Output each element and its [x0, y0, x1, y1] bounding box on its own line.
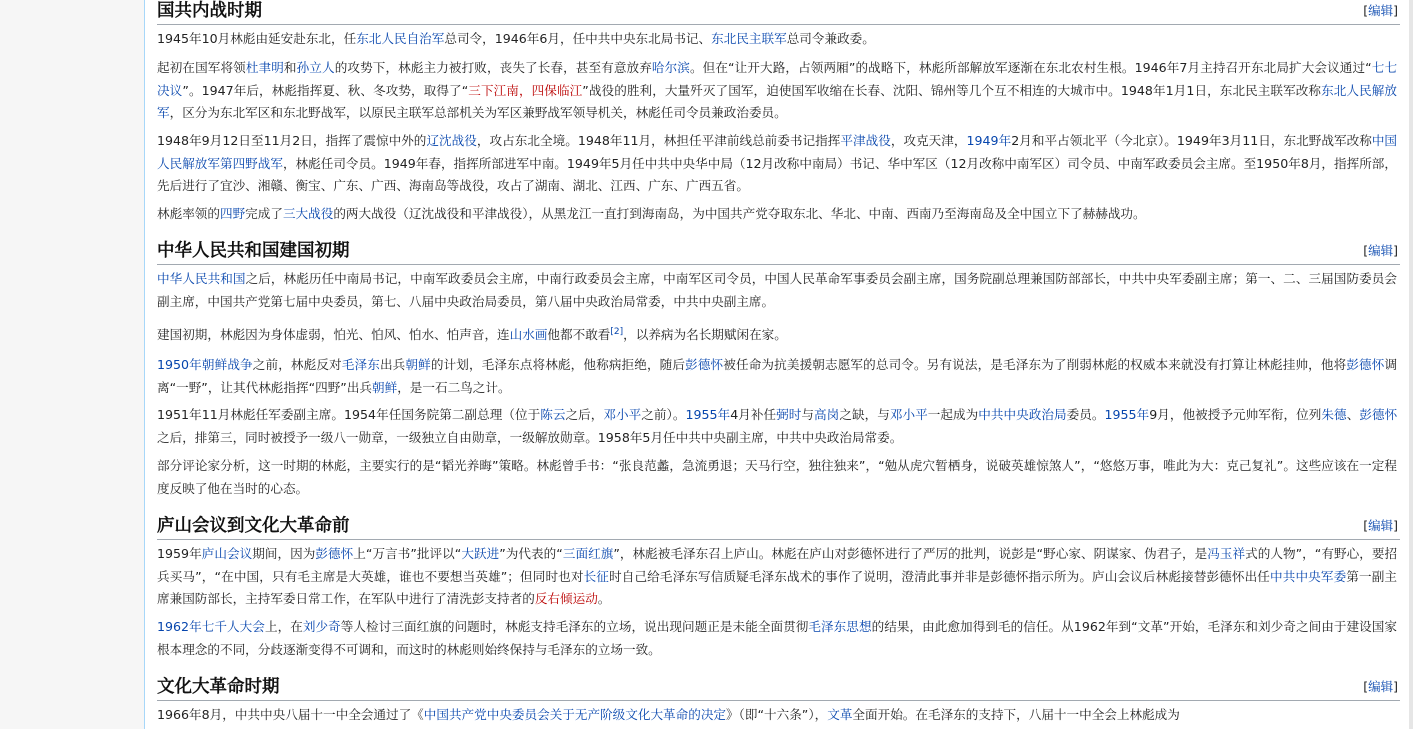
link[interactable]: 1955年	[685, 407, 731, 422]
link[interactable]: 冯玉祥	[1207, 546, 1246, 561]
edit-link[interactable]: 编辑	[1368, 243, 1394, 258]
link[interactable]: 长征	[583, 568, 610, 584]
link[interactable]: 哈尔滨	[651, 60, 690, 75]
citation[interactable]: [2]	[610, 326, 624, 337]
paragraph: 起初在国军将领杜聿明和孙立人的攻势下，林彪主力被打败，丧失了长春，甚至有意放弃哈尔滨。但在“让开大路，占领两厢”的战略下，林彪所部解放军逐渐在东北农村生根。1946年7月主持召开东北局扩大会议通过“七七决议”。1947年后，林彪指挥夏、秋、冬攻势，取得了“三下江南，四保临江”战役的胜利，大量歼灭了国军，迫使国军收缩在长春、沈阳、锦州等几个互不相连的大城市中。1948年1月1日，东北民主联军改称东北人民解放军，区分为东北军区和东北野战军，以原民主联军总部机关为军区兼野战军领导机关，林彪任司令员兼政治委员。	[157, 60, 1398, 120]
paragraph: 1959年庐山会议期间，因为彭德怀上“万言书”批评以“大跃进”为代表的“三面红旗”，林彪被毛泽东召上庐山。林彪在庐山对彭德怀进行了严厉的批判，说彭是“野心家、阴谋家、伪君子，是冯玉祥式的人物”，“有野心，要招兵买马”，“在中国，只有毛主席是大英雄，谁也不要想当英雄”；但同时也对长征时自己给毛泽东写信质疑毛泽东战术的事作了说明，澄清此事并非是彭德怀指示所为。庐山会议后林彪接替彭德怀出任中共中央军委第一副主席兼国防部长，主持军委日常工作，在军队中进行了清洗彭支持者的反右倾运动。	[157, 546, 1398, 606]
link[interactable]: 1962年	[157, 619, 202, 634]
link[interactable]: 三下江南，四保临江	[468, 82, 583, 98]
link[interactable]: 中共中央政治局	[978, 407, 1067, 422]
section-edit: [编辑]	[1363, 3, 1398, 18]
edit-link[interactable]: 编辑	[1368, 679, 1394, 694]
paragraph: 1945年10月林彪由延安赴东北，任东北人民自治军总司令，1946年6月，任中共中央东北局书记、东北民主联军总司令兼政委。	[157, 31, 875, 46]
link[interactable]: 中共中央军委	[1270, 568, 1347, 584]
link[interactable]: 孙立人	[296, 60, 335, 75]
link[interactable]: 邓小平	[889, 407, 928, 422]
link[interactable]: 刘少奇	[302, 619, 341, 634]
scrollbar-edge[interactable]	[1409, 0, 1413, 729]
link[interactable]: 彭德怀	[315, 546, 354, 561]
section-edit: [编辑]	[1363, 518, 1398, 533]
link[interactable]: 邓小平	[603, 407, 642, 422]
section-divider	[157, 700, 1400, 701]
paragraph: 中华人民共和国之后，林彪历任中南局书记，中南军政委员会主席，中南行政委员会主席，中南军区司令员，中国人民革命军事委员会副主席，国务院副总理兼国防部部长，中共中央军委副主席；第一、二、三届国防委员会副主席，中国共产党第七届中央委员，第七、八届中央政治局委员，第八届中央政治局常委，中共中央副主席。	[157, 271, 1398, 309]
paragraph: 部分评论家分析，这一时期的林彪，主要实行的是“韬光养晦”策略。林彪曾手书：“张良范蠡，急流勇退；天马行空，独往独来”，“勉从虎穴暂栖身，说破英雄惊煞人”，“悠悠万事，唯此为大：克己复礼”。这些应该在一定程度反映了他在当时的心态。	[157, 458, 1397, 496]
link[interactable]: 文革	[827, 707, 853, 722]
link[interactable]: 东北人民自治军	[356, 31, 445, 46]
link[interactable]: 东北民主联军	[711, 31, 787, 46]
paragraph: 1951年11月林彪任军委副主席。1954年任国务院第二副总理（位于陈云之后，邓小平之前）。1955年4月补任弼时与高岗之缺，与邓小平一起成为中共中央政治局委员。1955年9月，他被授予元帅军衔，位列朱德、彭德怀之后，排第三，同时被授予一级八一勋章，一级独立自由勋章，一级解放勋章。1958年5月任中共中央副主席，中共中央政治局常委。	[157, 407, 1398, 445]
link[interactable]: 山水画	[509, 327, 548, 342]
link[interactable]: 三大战役	[282, 206, 334, 221]
link[interactable]: 中国共产党中央委员会关于无产阶级文化大革命的决定	[423, 707, 727, 722]
section-title: 文化大革命时期	[157, 677, 280, 697]
paragraph: 1950年朝鲜战争之前，林彪反对毛泽东出兵朝鲜的计划，毛泽东点将林彪，他称病拒绝，随后彭德怀被任命为抗美援朝志愿军的总司令。另有说法，是毛泽东为了削弱林彪的权威本来就没有打算让林彪挂帅，他将彭德怀调离“一野”，让其代林彪指挥“四野”出兵朝鲜，是一石二鸟之计。	[157, 357, 1398, 395]
link[interactable]: 辽沈战役	[426, 133, 477, 148]
link[interactable]: 彭德怀	[685, 357, 724, 372]
link[interactable]: 七千人大会	[201, 619, 265, 634]
link[interactable]: 陈云	[540, 407, 566, 422]
link[interactable]: 三面红旗	[562, 546, 614, 561]
edit-link[interactable]: 编辑	[1368, 518, 1394, 533]
link[interactable]: 彭德怀	[1359, 407, 1398, 422]
paragraph: 林彪率领的四野完成了三大战役的两大战役（辽沈战役和平津战役），从黑龙江一直打到海南岛，为中国共产党夺取东北、华北、中南、西南乃至海南岛及全中国立下了赫赫战功。	[157, 206, 1146, 221]
link[interactable]: 彭德怀	[1346, 357, 1385, 372]
link[interactable]: 七七决议	[157, 60, 1398, 98]
link[interactable]: 反右倾运动	[534, 591, 598, 606]
section-title: 庐山会议到文化大革命前	[157, 516, 350, 536]
link[interactable]: 朝鲜战争	[201, 357, 253, 372]
link[interactable]: 四野	[219, 206, 246, 221]
paragraph: 建国初期，林彪因为身体虚弱，怕光、怕风、怕水、怕声音，连山水画他都不敢看[2]，以养病为名长期赋闲在家。	[157, 326, 787, 342]
link[interactable]: 朱德	[1321, 407, 1347, 422]
section-title: 国共内战时期	[157, 1, 262, 21]
link[interactable]: 弼时	[776, 407, 802, 422]
link[interactable]: 毛泽东	[341, 357, 380, 372]
link[interactable]: 1955年	[1104, 407, 1150, 422]
section-edit: [编辑]	[1363, 243, 1398, 258]
link[interactable]: 中国人民解放军第四野战军	[157, 133, 1398, 171]
article-content	[144, 0, 1410, 729]
section-divider	[157, 24, 1400, 25]
link[interactable]: 毛泽东思想	[808, 619, 872, 634]
link[interactable]: 朝鲜	[405, 357, 431, 372]
link[interactable]: 朝鲜	[372, 379, 398, 395]
link[interactable]: 杜聿明	[245, 60, 284, 75]
link[interactable]: 中华人民共和国	[157, 271, 246, 286]
section-divider	[157, 264, 1400, 265]
paragraph: 1966年8月，中共中央八届十一中全会通过了《中国共产党中央委员会关于无产阶级文化大革命的决定》（即“十六条”），文革全面开始。在毛泽东的支持下，八届十一中全会上林彪成为	[157, 707, 1180, 722]
edit-link[interactable]: 编辑	[1368, 3, 1394, 18]
link[interactable]: 1949年	[966, 133, 1012, 148]
section-divider	[157, 539, 1400, 540]
link[interactable]: 东北人民解放军	[157, 82, 1398, 120]
link[interactable]: 平津战役	[840, 133, 891, 148]
link[interactable]: 大跃进	[461, 546, 500, 561]
paragraph: 1948年9月12日至11月2日，指挥了震惊中外的辽沈战役，攻占东北全境。1948年11月，林担任平津前线总前委书记指挥平津战役，攻克天津，1949年2月和平占领北平（今北京）。1949年3月11日，东北野战军改称中国人民解放军第四野战军，林彪任司令员。1949年春，指挥所部进军中南。1949年5月任中共中央华中局（12月改称中南局）书记、华中军区（12月改称中南军区）司令员、中南军政委员会主席。至1950年8月，指挥所部，先后进行了宜沙、湘赣、衡宝、广东、广西、海南岛等战役，攻占了湖南、湖北、江西、广东、广西五省。	[157, 133, 1398, 193]
link[interactable]: 庐山会议	[201, 546, 253, 561]
link[interactable]: 1950年	[157, 357, 202, 372]
paragraph: 1962年七千人大会上，在刘少奇等人检讨三面红旗的问题时，林彪支持毛泽东的立场，说出现问题正是未能全面贯彻毛泽东思想的结果，由此愈加得到毛的信任。从1962年到“文革”开始，毛泽东和刘少奇之间由于建设国家根本理念的不同，分歧逐渐变得不可调和，而这时的林彪则始终保持与毛泽东的立场一致。	[157, 619, 1398, 657]
link[interactable]: 高岗	[814, 407, 840, 422]
section-edit: [编辑]	[1363, 679, 1398, 694]
section-title: 中华人民共和国建国初期	[157, 241, 350, 261]
